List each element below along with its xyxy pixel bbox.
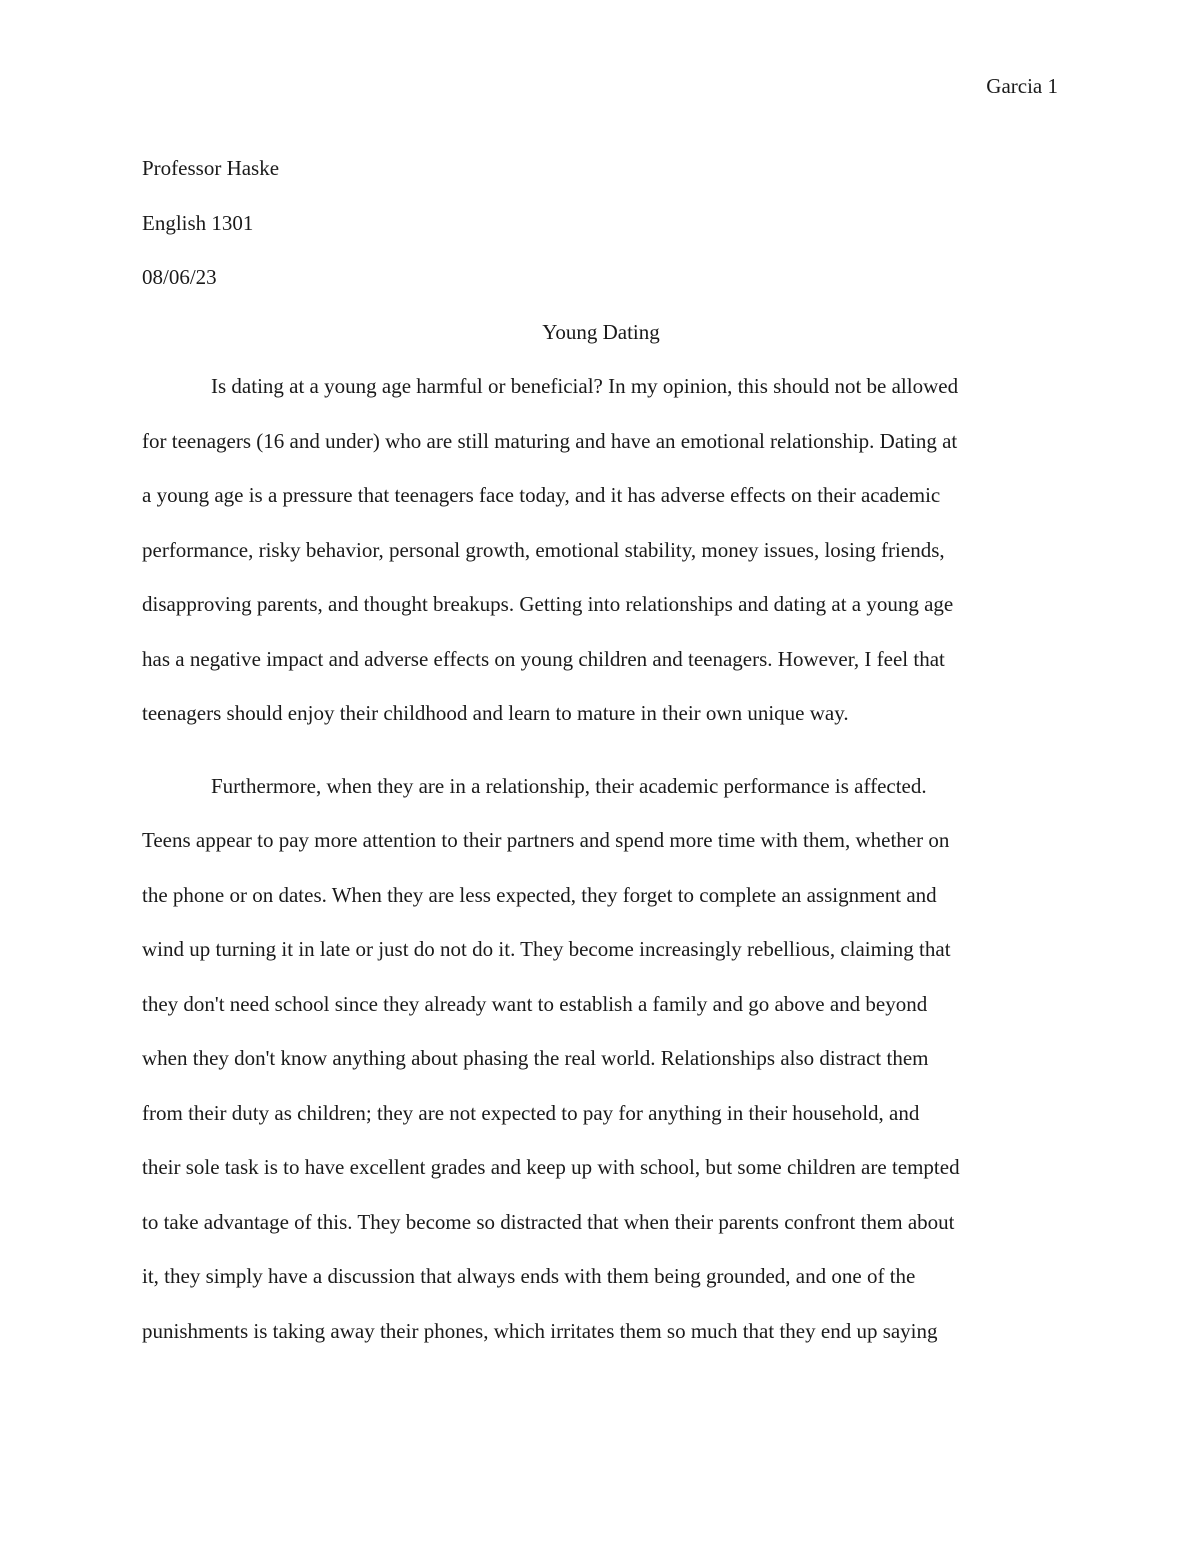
essay-title: Young Dating: [542, 319, 660, 344]
paragraph-line: the phone or on dates. When they are less expected, they forget to complete an assignment and: [142, 882, 937, 907]
paragraph-line: Teens appear to pay more attention to their partners and spend more time with them, whether on: [142, 828, 950, 852]
paragraph-1: [142, 359, 1060, 741]
paragraph-line: from their duty as children; they are not expected to pay for anything in their household, and: [142, 1100, 920, 1125]
document-body: [142, 141, 1060, 1358]
course-name: English 1301: [142, 210, 254, 235]
paragraph-line: has a negative impact and adverse effects on young children and teenagers. However, I feel that: [142, 646, 945, 671]
paragraph-line: punishments is taking away their phones, which irritates them so much that they end up saying: [142, 1318, 938, 1343]
paragraph-line: wind up turning it in late or just do not do it. They become increasingly rebellious, claiming that: [142, 937, 951, 961]
paragraph-line: teenagers should enjoy their childhood and learn to mature in their own unique way.: [142, 701, 849, 725]
paragraph-line: Is dating at a young age harmful or beneficial? In my opinion, this should not be allowed: [211, 374, 959, 398]
paragraph-line: they don't need school since they already want to establish a family and go above and beyond: [142, 991, 928, 1016]
professor-name: Professor Haske: [142, 156, 280, 180]
paragraph-line: disapproving parents, and thought breakups. Getting into relationships and dating at a young age: [142, 592, 954, 616]
paragraph-line: for teenagers (16 and under) who are still maturing and have an emotional relationship. Dating at: [142, 428, 958, 453]
essay-date: 08/06/23: [142, 265, 217, 289]
paragraph-line: it, they simply have a discussion that always ends with them being grounded, and one of the: [142, 1264, 916, 1288]
paragraph-line: a young age is a pressure that teenagers face today, and it has adverse effects on their academic: [142, 483, 941, 507]
paragraph-2: [142, 759, 1060, 1359]
paragraph-line: Furthermore, when they are in a relationship, their academic performance is affected.: [211, 773, 927, 798]
paragraph-line: their sole task is to have excellent grades and keep up with school, but some children are tempted: [142, 1155, 960, 1179]
paragraph-line: to take advantage of this. They become so distracted that when their parents confront them about: [142, 1209, 955, 1234]
running-head: Garcia 1: [986, 74, 1058, 98]
paragraph-line: when they don't know anything about phasing the real world. Relationships also distract them: [142, 1046, 929, 1070]
paragraph-line: performance, risky behavior, personal growth, emotional stability, money issues, losing friends,: [142, 537, 945, 562]
